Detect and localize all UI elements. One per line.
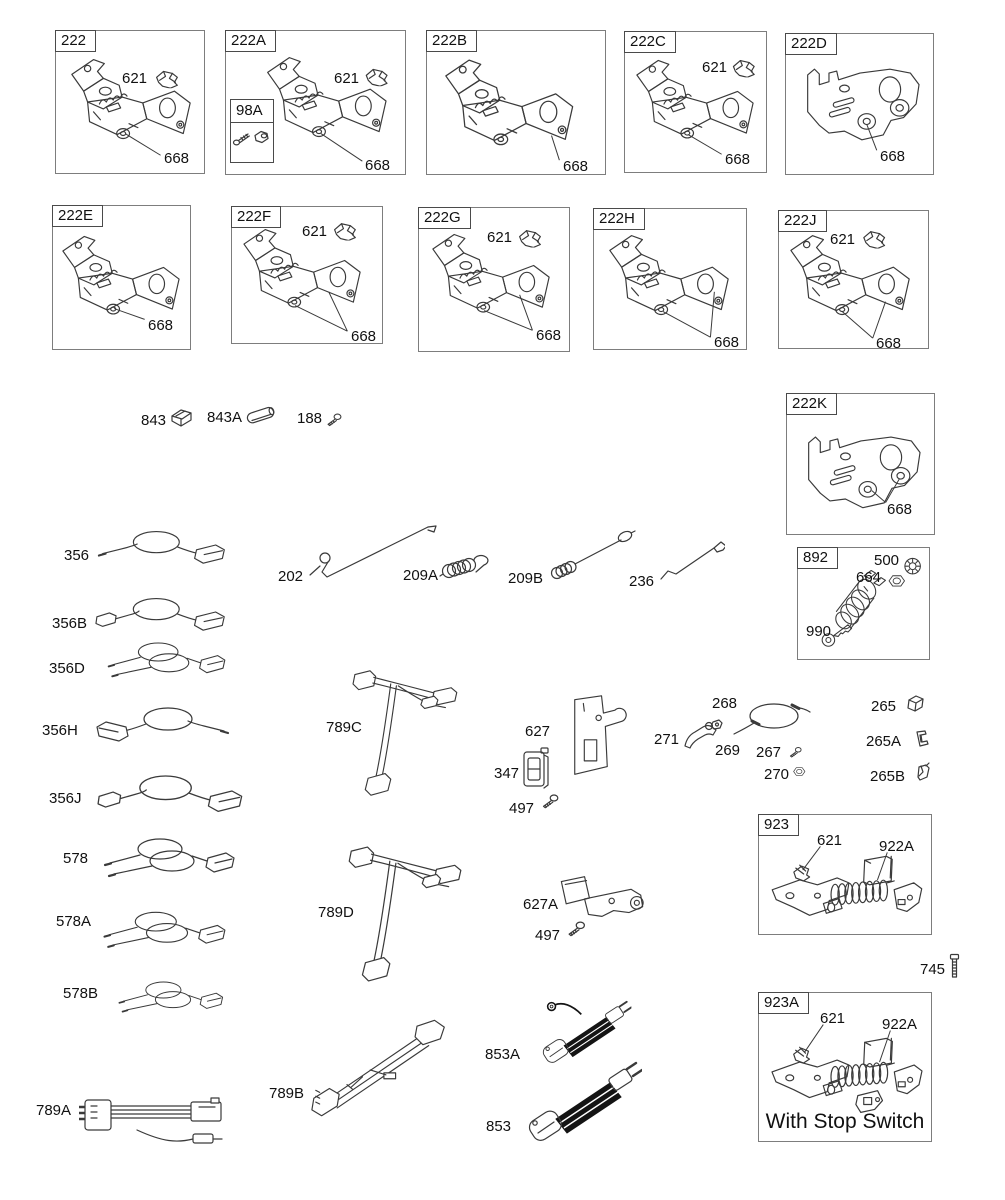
part-number-label: 269	[715, 742, 741, 759]
ignition-cable-ground-wire-art	[528, 994, 644, 1066]
panel-222g	[418, 207, 570, 352]
spring-art	[439, 550, 491, 582]
part-number-label: 270	[764, 766, 790, 783]
panel-222b	[426, 30, 606, 175]
part-number-label: 627	[525, 723, 551, 740]
governor-bracket-art	[427, 31, 605, 174]
wire-harness-loop-art	[98, 903, 236, 959]
panel-923	[758, 814, 932, 935]
part-number-label: 209A	[403, 567, 439, 584]
part-number-label: 578B	[63, 985, 99, 1002]
part-number-label: 356J	[49, 790, 82, 807]
ignition-cable-art	[526, 1061, 642, 1145]
part-number-label: 789D	[318, 904, 354, 921]
panel-222a	[225, 30, 406, 175]
part-number-label: 497	[535, 927, 561, 944]
part-number-label: 621	[702, 59, 728, 76]
panel-tab: 222D	[785, 33, 837, 55]
wire-loop-art	[84, 697, 236, 747]
stop-switch-caption: With Stop Switch	[765, 1110, 925, 1133]
wiring-harness-art	[308, 1016, 454, 1122]
wire-harness-loop-art	[102, 824, 242, 894]
part-number-label: 621	[334, 70, 360, 87]
part-number-label: 209B	[508, 570, 544, 587]
part-number-label: 265B	[870, 768, 906, 785]
terminal-cap-art	[168, 407, 194, 429]
sleeve-art	[244, 402, 278, 428]
part-number-label: 500	[874, 552, 900, 569]
part-number-label: 853A	[485, 1046, 521, 1063]
panel-222c	[624, 31, 767, 173]
part-number-label: 668	[880, 148, 906, 165]
part-number-label: 664	[856, 569, 882, 586]
part-number-label: 621	[817, 832, 843, 849]
part-number-label: 922A	[879, 838, 915, 855]
part-number-label: 188	[297, 410, 323, 427]
part-number-label: 789C	[326, 719, 362, 736]
part-number-label: 668	[148, 317, 174, 334]
panel-tab: 222E	[52, 205, 103, 227]
panel-222d	[785, 33, 934, 175]
part-number-label: 922A	[882, 1016, 918, 1033]
part-number-label: 843	[141, 412, 167, 429]
panel-tab: 923	[758, 814, 799, 836]
screw-and-nut-art	[232, 126, 272, 148]
part-number-label: 668	[876, 335, 902, 352]
part-number-label: 668	[536, 327, 562, 344]
switch-bracket-art	[552, 692, 630, 780]
part-number-label: 668	[714, 334, 740, 351]
panel-tab: 222J	[778, 210, 827, 232]
part-number-label: 621	[820, 1010, 846, 1027]
spring-link-art	[545, 527, 637, 585]
panel-tab: 222	[55, 30, 96, 52]
panel-222	[55, 30, 205, 174]
switch-bracket-art	[554, 868, 650, 928]
panel-tab: 923A	[758, 992, 809, 1014]
control-cable-art	[726, 690, 812, 738]
wire-loop-art	[95, 589, 229, 635]
part-number-label: 789B	[269, 1085, 305, 1102]
governor-bracket-art	[594, 209, 746, 349]
part-number-label: 578A	[56, 913, 92, 930]
part-number-label: 497	[509, 800, 535, 817]
panel-222j	[778, 210, 929, 352]
part-number-label: 843A	[207, 409, 243, 426]
panel-222h	[593, 208, 747, 350]
part-number-label: 621	[487, 229, 513, 246]
part-number-label: 668	[365, 157, 391, 174]
part-number-label: 356H	[42, 722, 78, 739]
panel-tab: 222F	[231, 206, 281, 228]
clip-art	[906, 694, 926, 713]
panel-892	[797, 547, 930, 660]
part-number-label: 265	[871, 698, 897, 715]
subpanel-label: 98A	[231, 100, 273, 123]
part-number-label: 668	[725, 151, 751, 168]
screw-art	[324, 412, 342, 427]
part-number-label: 356	[64, 547, 90, 564]
wire-loop-art	[97, 634, 241, 688]
panel-tab: 892	[797, 547, 838, 569]
bolt-art	[948, 953, 961, 981]
clip-art	[915, 762, 931, 781]
panel-tab: 222H	[593, 208, 645, 230]
part-number-label: 668	[887, 501, 913, 518]
clip-art	[914, 729, 929, 747]
part-number-label: 202	[278, 568, 304, 585]
flat-bracket-art	[786, 34, 933, 174]
part-number-label: 627A	[523, 896, 559, 913]
part-number-label: 621	[830, 231, 856, 248]
subpanel-98a	[230, 99, 274, 163]
panel-923a	[758, 992, 932, 1142]
part-number-label: 789A	[36, 1102, 72, 1119]
panel-222f	[231, 206, 383, 344]
part-number-label: 356B	[52, 615, 88, 632]
panel-tab: 222C	[624, 31, 676, 53]
wire-loop-art	[97, 766, 247, 816]
part-number-label: 668	[164, 150, 190, 167]
part-number-label: 853	[486, 1118, 512, 1135]
panel-tab: 222K	[786, 393, 837, 415]
panel-tab: 222G	[418, 207, 471, 229]
nut-art	[792, 766, 806, 777]
part-number-label: 578	[63, 850, 89, 867]
y-harness-art	[337, 843, 469, 985]
part-number-label: 621	[122, 70, 148, 87]
link-rod-art	[657, 537, 725, 585]
part-number-label: 236	[629, 573, 655, 590]
part-number-label: 668	[351, 328, 377, 345]
part-number-label: 621	[302, 223, 328, 240]
part-number-label: 265A	[866, 733, 902, 750]
rocker-switch-art	[519, 746, 551, 792]
panel-tab: 222A	[225, 30, 276, 52]
part-number-label: 268	[712, 695, 738, 712]
wire-harness-loop-art	[110, 974, 236, 1022]
screw-art	[539, 793, 559, 809]
wire-loop-art	[97, 522, 231, 568]
screw-art	[787, 746, 802, 758]
part-number-label: 347	[494, 765, 520, 782]
part-number-label: 356D	[49, 660, 85, 677]
part-number-label: 271	[654, 731, 680, 748]
part-number-label: 990	[806, 623, 832, 640]
wiring-harness-art	[79, 1091, 239, 1145]
panel-222e	[52, 205, 191, 350]
screw-art	[564, 920, 586, 937]
part-number-label: 668	[563, 158, 589, 175]
panel-tab: 222B	[426, 30, 477, 52]
part-number-label: 267	[756, 744, 782, 761]
panel-222k	[786, 393, 935, 535]
part-number-label: 745	[920, 961, 946, 978]
